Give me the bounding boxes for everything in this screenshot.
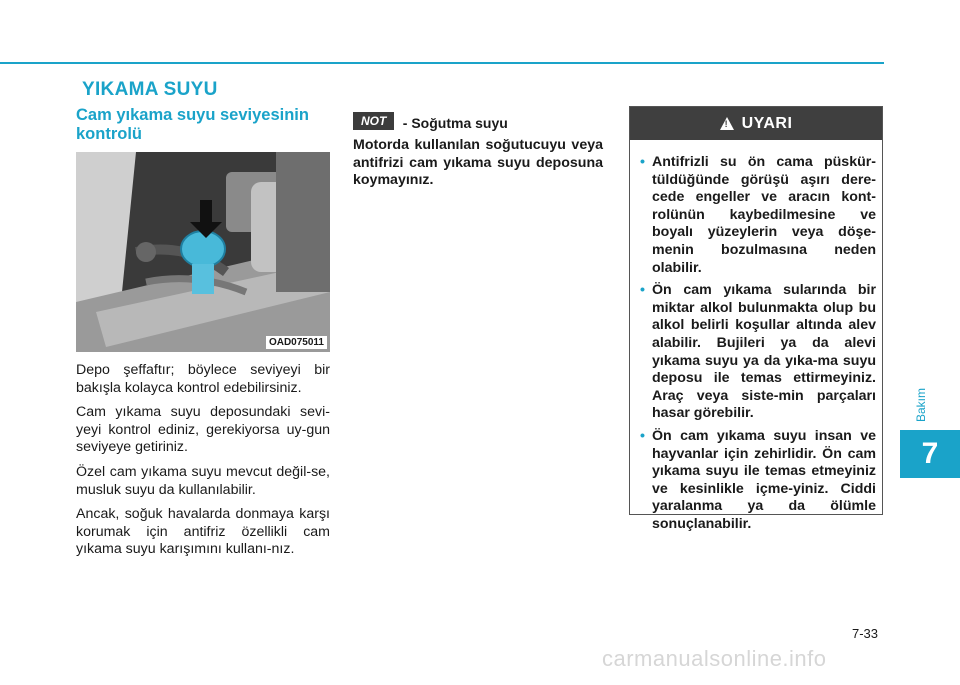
note-heading: - Soğutma suyu [402, 115, 508, 131]
paragraph: Özel cam yıkama suyu mevcut değil-se, musluk suyu da kullanılabilir. [76, 463, 330, 498]
paragraph: Ancak, soğuk havalarda donmaya karşı korumak için antifriz özellikli cam yıkama suyu karışımını kullanı-nız. [76, 506, 330, 558]
note-body: Motorda kullanılan soğutucuyu veya antifrizi cam yıkama suyu deposuna koymayınız. [353, 137, 603, 189]
note-badge: NOT [353, 112, 394, 130]
warning-item: • Ön cam yıkama sularında bir miktar alkol bulunmakta olup bu alkol belirli koşullar altında alev alabilir. Bujileri ya da alevi yıkama suyu ya da yıka-ma suyu deposu ile temas ettirmeyiniz. Araç veya siste-min parçaları hasar görebilir. [640, 282, 876, 422]
page-number: 7-33 [852, 626, 879, 641]
chapter-tab: 7 [900, 430, 960, 478]
warning-item: • Antifrizli su ön cama püskür-tüldüğünde görüşü aşırı dere-cede engeller ve aracın kont-rolünün kaybedilmesine ve boyalı yüzeylerin veya döşe-menin bozulmasına neden olabilir. [640, 154, 876, 276]
paragraph: Depo şeffaftır; böylece seviyeyi bir bakışla kolayca kontrol edebilirsiniz. [76, 362, 330, 396]
bullet-icon: • [640, 154, 645, 170]
subheading: Cam yıkama suyu seviyesinin kontrolü [76, 106, 309, 143]
paragraph: Cam yıkama suyu deposundaki sevi-yeyi kontrol ediniz, gerekiyorsa uy-gun seviyeye getiriniz. [76, 404, 330, 456]
watermark: carmanualsonline.info [602, 646, 827, 671]
warning-item: • Ön cam yıkama suyu insan ve hayvanlar için zehirlidir. Ön cam yıkama suyu ile temas etmeyiniz ve kesinlikle içme-yiniz. Ciddi yaralanma ya da ölümle sonuçlanabilir. [640, 427, 876, 532]
top-rule [0, 62, 884, 64]
warning-box [629, 106, 883, 532]
note-block [353, 110, 603, 190]
warning-triangle-icon [720, 117, 734, 130]
warning-list [630, 140, 882, 533]
bullet-icon: • [640, 427, 645, 444]
chapter-label: Bakım [914, 388, 928, 423]
bullet-icon: • [640, 282, 645, 299]
figure-caption: OAD075011 [266, 336, 327, 349]
left-body-text [76, 362, 330, 566]
engine-bay-figure [76, 152, 330, 352]
engine-bay-illustration [76, 152, 330, 352]
warning-title: UYARI [741, 114, 793, 132]
warning-header [630, 107, 882, 140]
section-title: YIKAMA SUYU [82, 79, 218, 100]
